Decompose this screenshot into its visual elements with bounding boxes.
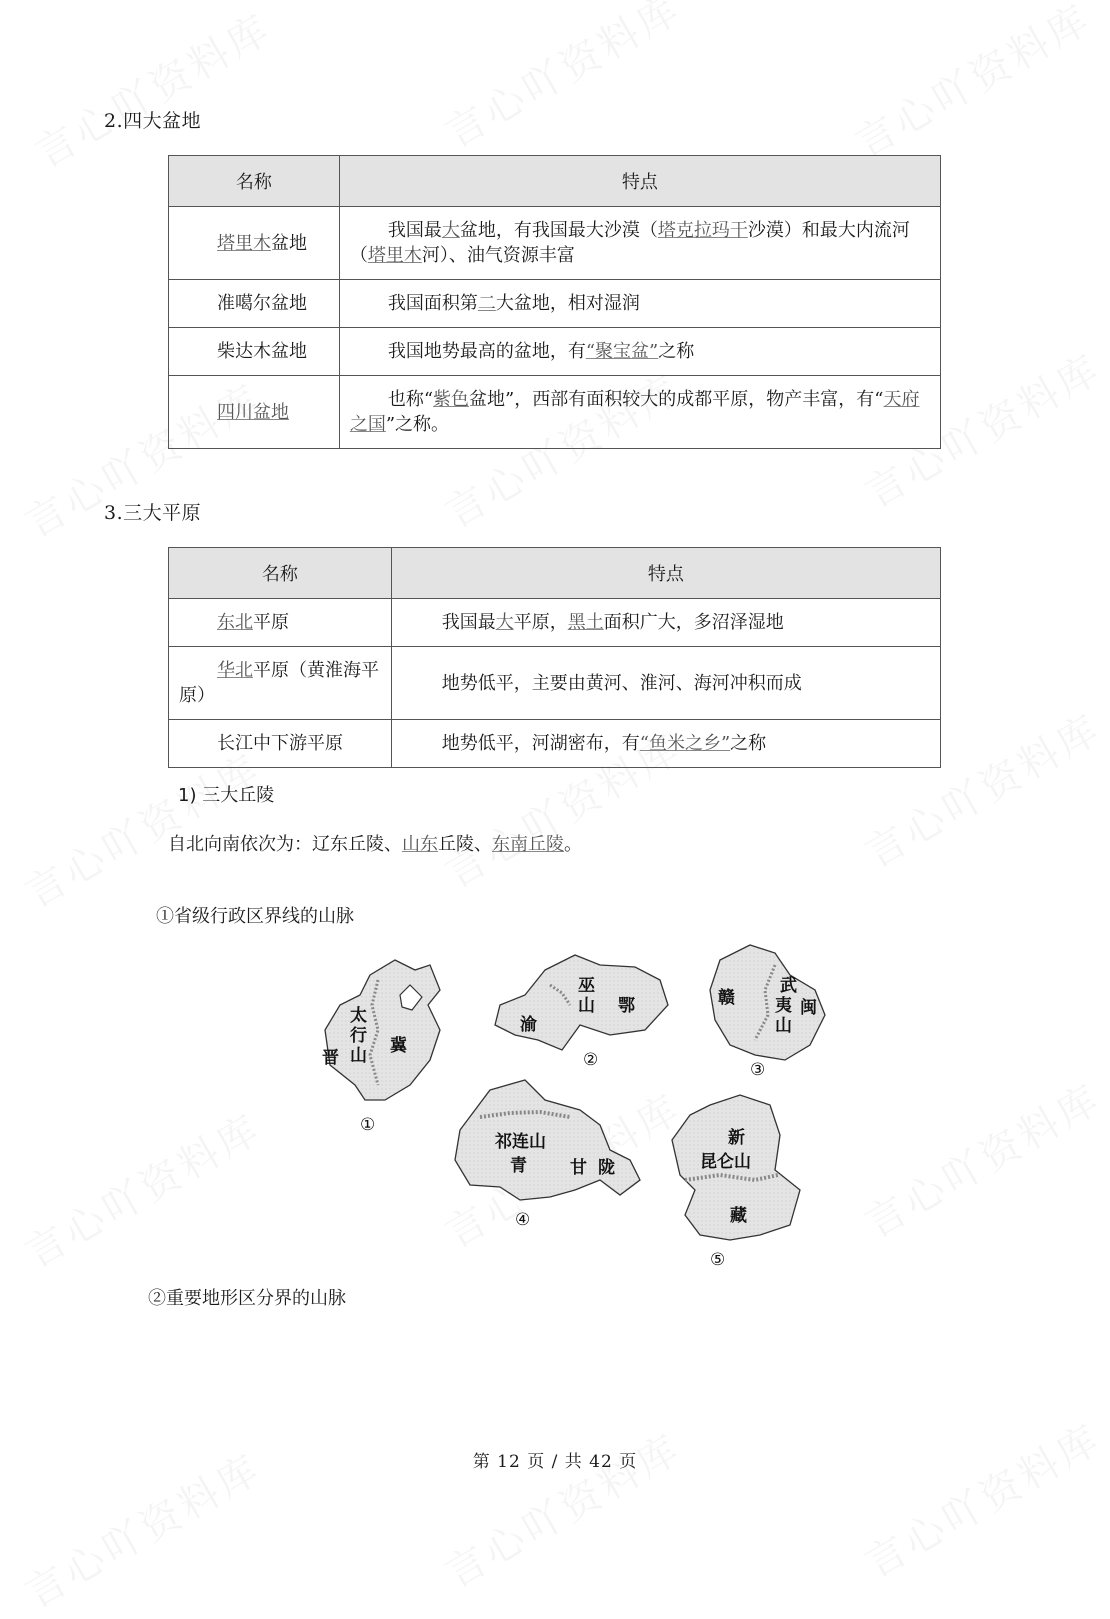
plain-feature: [391, 599, 940, 647]
text-fragment: 地势低平，河湖密布，有: [441, 733, 640, 754]
map-label: 渝: [520, 1015, 537, 1035]
plain-name: [169, 599, 392, 647]
map-xinjiang-xizang: [672, 1095, 800, 1270]
map-chongqing-hubei: [495, 955, 668, 1070]
map-label: 鄂: [618, 996, 635, 1016]
map-number: ④: [515, 1210, 531, 1230]
text-fragment: 盆地”，西部有面积较大的成都平原，物产丰富，有“: [469, 389, 884, 410]
map-label: 昆仑山: [700, 1152, 751, 1172]
text-fragment: 我国最: [387, 220, 442, 241]
basin-feature: [339, 376, 940, 449]
page-footer: 第 12 页 / 共 42 页: [472, 1452, 638, 1472]
hills-text: [168, 830, 582, 856]
map-qinghai-gansu: [455, 1080, 640, 1230]
underlined-answer: 塔克拉玛干: [657, 220, 748, 241]
mountain-map-figure: [300, 935, 840, 1275]
text-fragment: 也称“: [387, 389, 434, 410]
underlined-answer: 华北: [217, 660, 253, 681]
underlined-answer: 东北: [217, 612, 253, 633]
map-label: 甘: [570, 1158, 587, 1178]
text-fragment: 面积广大，多沼泽湿地: [603, 612, 784, 633]
mountains-heading-terrain: ②重要地形区分界的山脉: [148, 1288, 346, 1309]
plains-table: [168, 547, 941, 768]
section3-heading: 3.三大平原: [104, 502, 202, 524]
basins-col-feature: 特点: [339, 156, 940, 207]
section2-heading: 2.四大盆地: [104, 110, 202, 132]
watermark: [853, 1408, 1110, 1589]
text-fragment: 之称: [658, 341, 695, 362]
map-label: 藏: [730, 1206, 747, 1226]
map-label: 闽: [800, 998, 817, 1018]
text-fragment: 盆地: [271, 232, 307, 254]
watermark: [433, 1418, 690, 1599]
text-fragment: 平原（黄淮海平原）: [179, 660, 379, 706]
underlined-answer: “聚宝盆”: [585, 341, 659, 362]
map-label: 新: [728, 1128, 745, 1148]
text-fragment: 自北向南依次为：辽东丘陵、: [168, 834, 402, 855]
text-fragment: 大盆地，相对湿润: [495, 293, 640, 314]
map-label: 赣: [718, 988, 735, 1008]
plains-col-name: 名称: [169, 548, 392, 599]
plain-name: [169, 647, 392, 720]
table-row: [169, 599, 941, 647]
map-label: 行: [350, 1026, 367, 1046]
plain-feature: [391, 720, 940, 768]
basin-name: [169, 328, 340, 376]
underlined-answer: 大: [495, 612, 514, 633]
text-fragment: 沙漠）和最大内流河（: [349, 220, 910, 266]
table-row: [169, 376, 941, 449]
basin-name: [169, 376, 340, 449]
map-jiangxi-fujian: [710, 945, 825, 1080]
text-fragment: 。: [564, 834, 582, 855]
underlined-answer: 二: [477, 293, 496, 314]
watermark: [23, 0, 280, 179]
map-label: 冀: [390, 1036, 407, 1056]
underlined-answer: 塔里木: [217, 232, 271, 254]
basin-feature: [339, 328, 940, 376]
map-label: 山: [578, 996, 595, 1016]
watermark: [853, 1068, 1110, 1249]
basin-feature: [339, 280, 940, 328]
table-row: [169, 647, 941, 720]
underlined-answer: 塔里木: [367, 245, 422, 266]
map-number: ①: [360, 1115, 376, 1135]
text-fragment: 柴达木盆地: [217, 341, 307, 362]
text-fragment: 我国地势最高的盆地，有: [387, 341, 586, 362]
text-fragment: 之称: [730, 733, 767, 754]
table-row: [169, 280, 941, 328]
plain-name: [169, 720, 392, 768]
text-fragment: 平原: [253, 612, 289, 633]
basin-name: [169, 280, 340, 328]
table-row: [169, 720, 941, 768]
text-fragment: 我国最: [441, 612, 496, 633]
underlined-answer: 东南丘陵: [492, 834, 564, 855]
basin-feature: [339, 207, 940, 280]
underlined-answer: 紫色: [433, 389, 470, 410]
text-fragment: 准噶尔盆地: [217, 293, 307, 314]
map-label: 山: [775, 1016, 792, 1036]
underlined-answer: 四川盆地: [217, 401, 289, 423]
text-fragment: 平原，: [513, 612, 568, 633]
map-label: 陇: [598, 1158, 615, 1178]
map-label: 祁连山: [495, 1132, 546, 1152]
underlined-answer: 天府之国: [349, 389, 920, 435]
watermark: [433, 0, 690, 159]
basin-name: [169, 207, 340, 280]
text-fragment: ”之称。: [385, 414, 450, 435]
underlined-answer: “鱼米之乡”: [639, 733, 731, 754]
plain-feature: [391, 647, 940, 720]
underlined-answer: 大: [441, 220, 460, 241]
map-label: 山: [350, 1046, 367, 1066]
text-fragment: 盆地，有我国最大沙漠（: [459, 220, 658, 241]
basins-table: [168, 155, 941, 449]
mountains-heading-provincial: ①省级行政区界线的山脉: [156, 906, 354, 927]
underlined-answer: 黑土: [567, 612, 604, 633]
text-fragment: 丘陵、: [438, 834, 492, 855]
map-label: 晋: [322, 1048, 339, 1068]
map-number: ③: [750, 1060, 766, 1080]
text-fragment: 我国面积第: [387, 293, 478, 314]
table-row: [169, 328, 941, 376]
basins-col-name: 名称: [169, 156, 340, 207]
map-label: 太: [350, 1006, 367, 1026]
map-label: 武: [780, 976, 797, 996]
table-row: [169, 207, 941, 280]
map-label: 青: [510, 1156, 527, 1176]
map-label: 巫: [578, 976, 595, 996]
map-number: ②: [583, 1050, 599, 1070]
map-shanxi-hebei: [322, 960, 440, 1135]
text-fragment: 地势低平，主要由黄河、淮河、海河冲积而成: [441, 672, 802, 694]
text-fragment: 长江中下游平原: [217, 733, 343, 754]
watermark: [13, 1098, 270, 1279]
underlined-answer: 山东: [402, 834, 438, 855]
map-label: 夷: [775, 996, 792, 1016]
watermark: [843, 0, 1100, 169]
hills-heading: 1) 三大丘陵: [178, 785, 275, 806]
plains-col-feature: 特点: [391, 548, 940, 599]
map-number: ⑤: [710, 1250, 726, 1270]
text-fragment: 河）、油气资源丰富: [421, 245, 575, 266]
